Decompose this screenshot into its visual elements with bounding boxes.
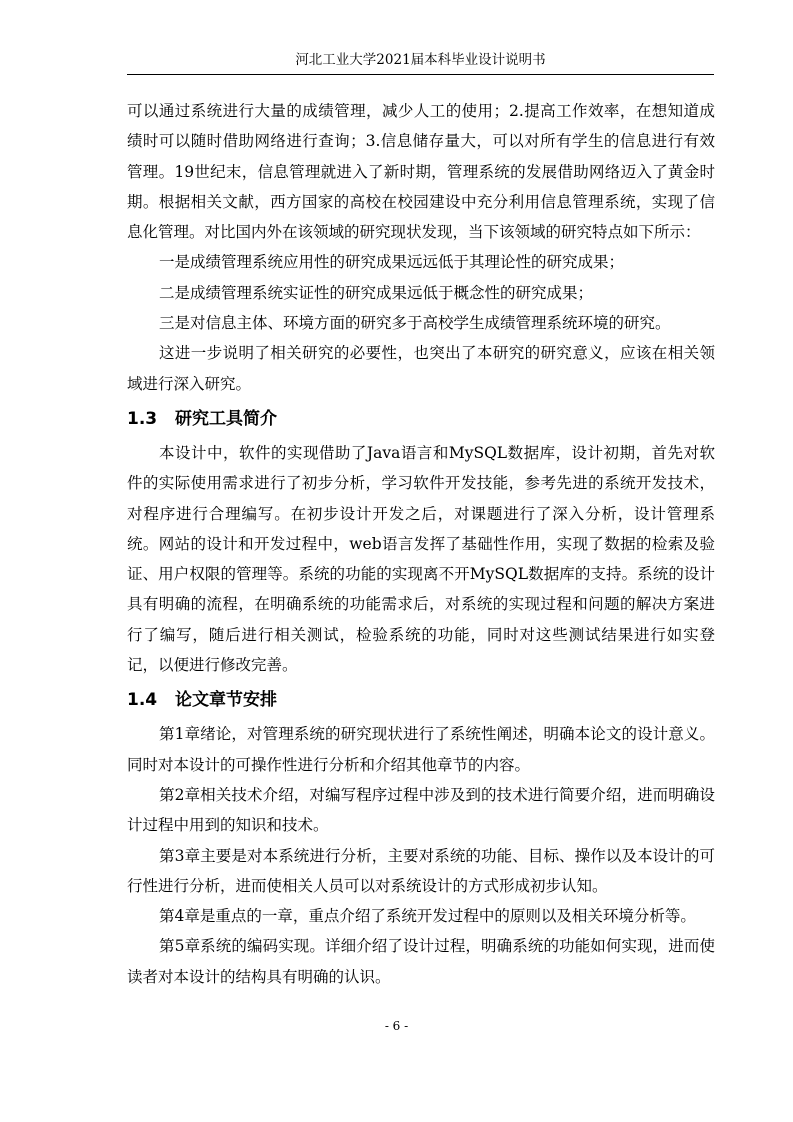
document-body <box>127 96 715 992</box>
section-title: 论文章节安排 <box>175 690 277 711</box>
section-number: 1.4 <box>127 690 158 711</box>
research-point-1: 一是成绩管理系统应用性的研究成果远远低于其理论性的研究成果； <box>159 253 625 272</box>
chapter-5-paragraph: 第5章系统的编码实现。详细介绍了设计过程，明确系统的功能如何实现，进而使读者对本设计的结构具有明确的认识。 <box>127 937 715 986</box>
section-heading-1-3 <box>127 399 715 438</box>
section-heading-1-4 <box>127 680 715 719</box>
chapter-1-paragraph: 第1章绪论，对管理系统的研究现状进行了系统性阐述，明确本论文的设计意义。同时对本设计的可操作性进行分析和介绍其他章节的内容。 <box>127 725 715 774</box>
header-title: 河北工业大学2021届本科毕业设计说明书 <box>295 52 546 68</box>
intro-paragraph: 可以通过系统进行大量的成绩管理，减少人工的使用；2.提高工作效率，在想知道成绩时可以随时借助网络进行查询；3.信息储存量大，可以对所有学生的信息进行有效管理。19世纪末，信息管理就进入了新时期，管理系统的发展借助网络迈入了黄金时期。根据相关文献，西方国家的高校在校园建设中充分利用信息管理系统，实现了信息化管理。对比国内外在该领域的研究现状发现，当下该领域的研究特点如下所示： <box>127 102 715 242</box>
chapter-3-paragraph: 第3章主要是对本系统进行分析，主要对系统的功能、目标、操作以及本设计的可行性进行分析，进而使相关人员可以对系统设计的方式形成初步认知。 <box>127 846 715 895</box>
chapter-4-paragraph: 第4章是重点的一章，重点介绍了系统开发过程中的原则以及相关环境分析等。 <box>159 907 696 926</box>
section-number: 1.3 <box>127 408 158 429</box>
page-number: - 6 - <box>384 1019 409 1033</box>
chapter-2-paragraph: 第2章相关技术介绍，对编写程序过程中涉及到的技术进行简要介绍，进而明确设计过程中用到的知识和技术。 <box>127 785 715 835</box>
tools-paragraph: 本设计中，软件的实现借助了Java语言和MySQL数据库，设计初期，首先对软件的实际使用需求进行了初步分析，学习软件开发技能，参考先进的系统开发技术，对程序进行合理编写。在初步设计开发之后，对课题进行了深入分析，设计管理系统。网站的设计和开发过程中，web语言发挥了基础性作用，实现了数据的检索及验证、用户权限的管理等。系统的功能的实现离不开MySQL数据库的支持。系统的设计具有明确的流程，在明确系统的功能需求后，对系统的实现过程和问题的解决方案进行了编写，随后进行相关测试，检验系统的功能，同时对这些测试结果进行如实登记，以便进行修改完善。 <box>127 443 715 675</box>
research-point-3: 三是对信息主体、环境方面的研究多于高校学生成绩管理系统环境的研究。 <box>159 314 671 333</box>
page-header <box>127 50 714 75</box>
section-title: 研究工具简介 <box>175 408 277 429</box>
page-footer <box>0 1018 793 1034</box>
conclusion-paragraph: 这进一步说明了相关研究的必要性，也突出了本研究的研究意义，应该在相关领域进行深入研究。 <box>127 344 715 393</box>
research-point-2: 二是成绩管理系统实证性的研究成果远低于概念性的研究成果； <box>159 283 594 302</box>
